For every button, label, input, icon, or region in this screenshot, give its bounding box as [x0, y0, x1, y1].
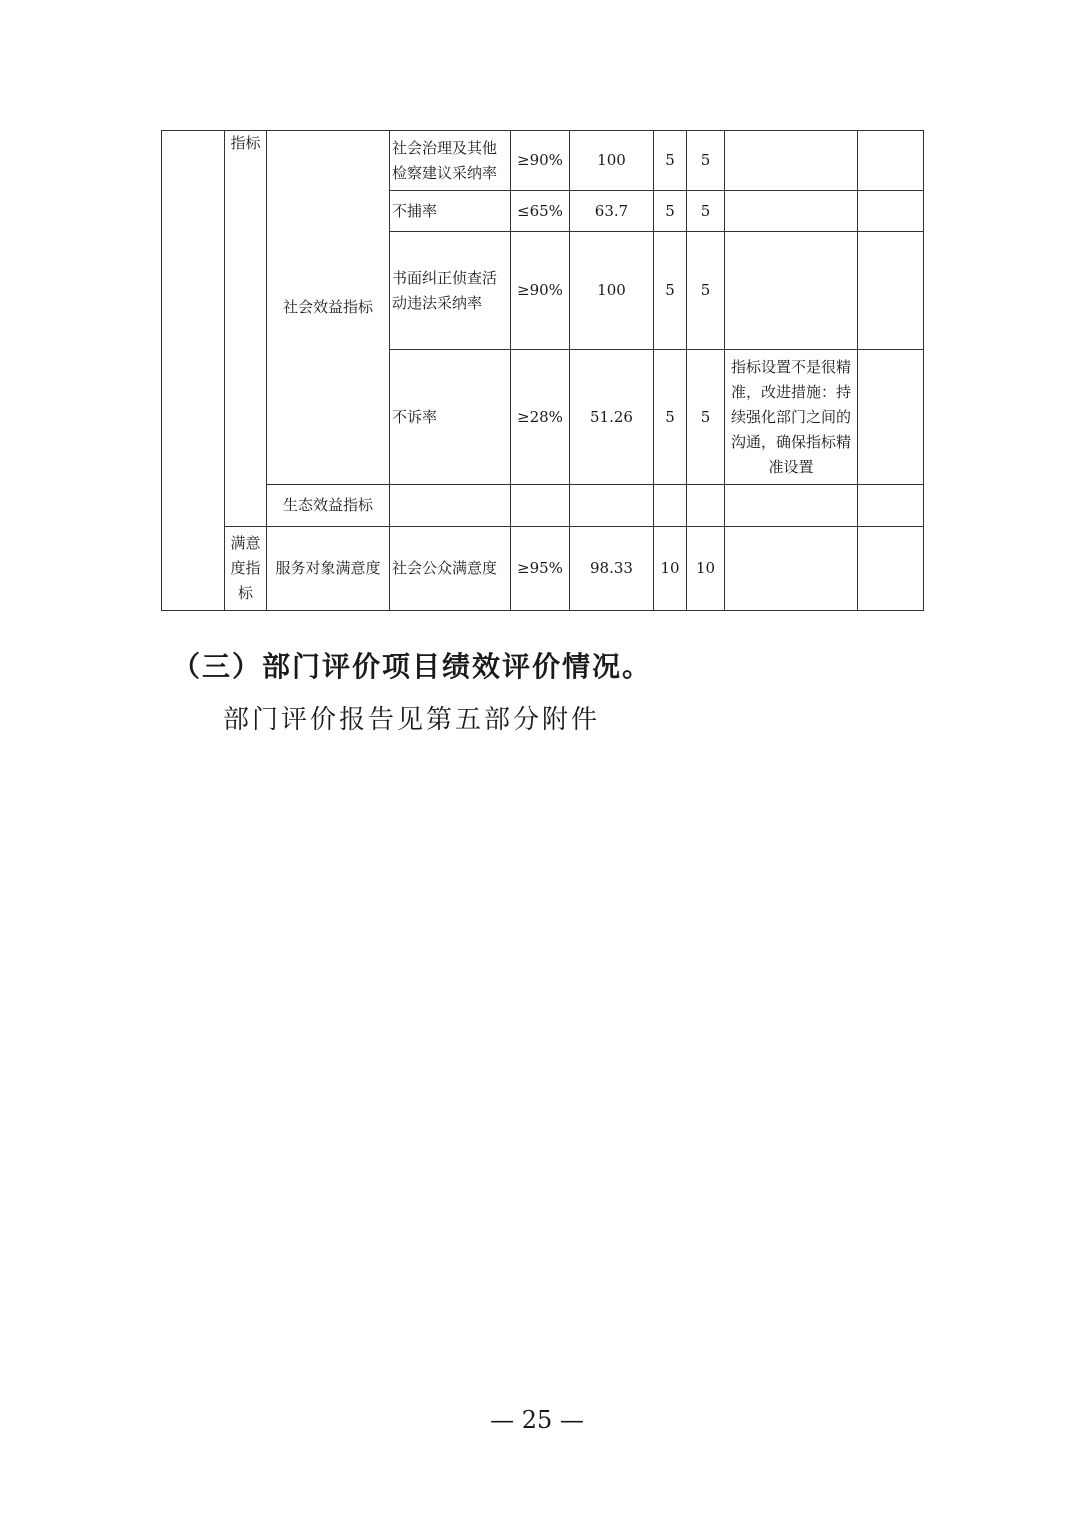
weight-cell: 5 [654, 350, 687, 485]
performance-table [161, 130, 924, 611]
remark-cell [858, 191, 924, 232]
weight-cell: 5 [654, 232, 687, 350]
score-cell: 5 [687, 131, 725, 191]
section-body: 部门评价报告见第五部分附件 [223, 705, 601, 735]
actual-cell: 51.26 [570, 350, 654, 485]
level3-social-benefit: 社会效益指标 [267, 131, 390, 485]
actual-cell: 98.33 [570, 527, 654, 611]
target-cell [511, 485, 570, 527]
target-cell: ≥95% [511, 527, 570, 611]
score-cell: 5 [687, 232, 725, 350]
target-cell: ≥90% [511, 232, 570, 350]
indicator-cell: 不诉率 [390, 350, 511, 485]
indicator-cell: 社会治理及其他检察建议采纳率 [390, 131, 511, 191]
table-row [162, 131, 924, 191]
note-cell [725, 232, 858, 350]
section-heading: （三）部门评价项目绩效评价情况。 [172, 650, 653, 683]
indicator-cell [390, 485, 511, 527]
target-cell: ≥28% [511, 350, 570, 485]
target-cell: ≥90% [511, 131, 570, 191]
indicator-cell: 社会公众满意度 [390, 527, 511, 611]
table-row [162, 485, 924, 527]
weight-cell: 5 [654, 191, 687, 232]
note-cell [725, 131, 858, 191]
table-row [162, 527, 924, 611]
target-cell: ≤65% [511, 191, 570, 232]
score-cell: 5 [687, 350, 725, 485]
score-cell [687, 485, 725, 527]
indicator-cell: 书面纠正侦查活动违法采纳率 [390, 232, 511, 350]
level3-satisfaction: 服务对象满意度 [267, 527, 390, 611]
level2-satisfaction: 满意度指标 [225, 527, 267, 611]
remark-cell [858, 485, 924, 527]
weight-cell: 5 [654, 131, 687, 191]
actual-cell [570, 485, 654, 527]
note-cell [725, 191, 858, 232]
indicator-cell: 不捕率 [390, 191, 511, 232]
note-cell: 指标设置不是很精准，改进措施：持续强化部门之间的沟通，确保指标精准设置 [725, 350, 858, 485]
score-cell: 5 [687, 191, 725, 232]
level3-eco-benefit: 生态效益指标 [267, 485, 390, 527]
actual-cell: 100 [570, 131, 654, 191]
level2-cell: 指标 [225, 131, 267, 527]
remark-cell [858, 232, 924, 350]
note-cell [725, 485, 858, 527]
weight-cell: 10 [654, 527, 687, 611]
weight-cell [654, 485, 687, 527]
actual-cell: 100 [570, 232, 654, 350]
score-cell: 10 [687, 527, 725, 611]
actual-cell: 63.7 [570, 191, 654, 232]
level1-cell [162, 131, 225, 611]
note-cell [725, 527, 858, 611]
remark-cell [858, 131, 924, 191]
remark-cell [858, 527, 924, 611]
page-number: — 25 — [490, 1406, 584, 1434]
remark-cell [858, 350, 924, 485]
